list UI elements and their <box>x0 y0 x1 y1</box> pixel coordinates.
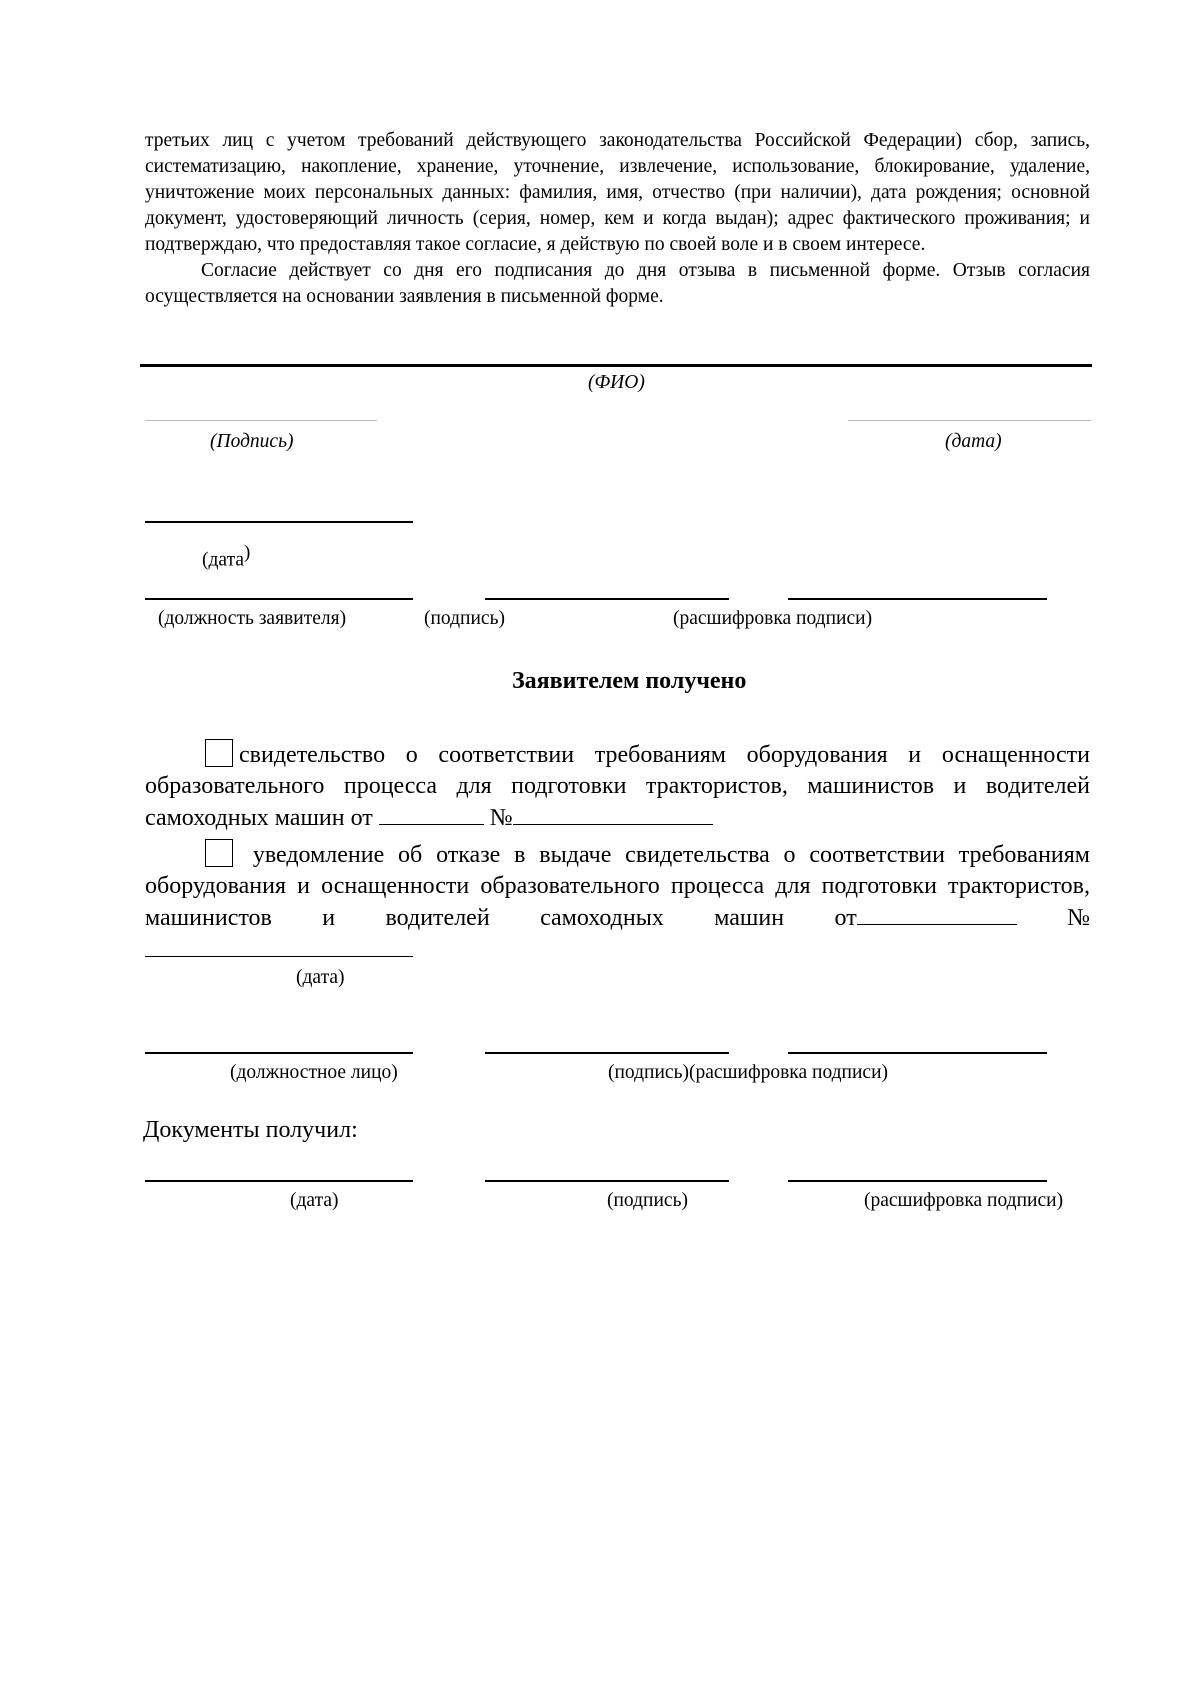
official-decode-line <box>788 1052 1047 1054</box>
item2-date-label: (дата) <box>296 967 345 988</box>
documents-decode-label: (расшифровка подписи) <box>864 1190 1064 1211</box>
item2-number-field[interactable] <box>145 934 413 957</box>
received-item-2-text: уведомление об отказе в выдаче свидетельства о соответствии требованиям оборудования и оснащенности образовательного процесса для подготовки трактористов, машинистов и водителей самоходных машин от <box>145 842 1090 931</box>
applicant-position-line <box>145 598 413 600</box>
applicant-date-line <box>145 521 413 523</box>
consent-paragraph-1: третьих лиц с учетом требований действующего законодательства Российской Федерации) сбор, запись, систематизацию, накопление, хранение, уточнение, извлечение, использование, блокирование, удаление, уничтожение моих персональных данных: фамилия, имя, отчество (при наличии), дата рождения; основной документ, удостоверяющий личность (серия, номер, кем и когда выдан); адрес фактического проживания; и подтверждаю, что предоставляя такое согласие, я действую по своей воле и в своем интересе. <box>145 130 1090 255</box>
applicant-date-text: (дата <box>202 549 244 571</box>
applicant-date-paren: ) <box>243 542 251 563</box>
official-sig-decode-label: (подпись)(расшифровка подписи) <box>608 1062 889 1083</box>
documents-signature-line <box>485 1180 729 1182</box>
official-line <box>145 1052 413 1054</box>
fio-label: (ФИО) <box>588 372 645 393</box>
applicant-signature-line <box>485 598 729 600</box>
received-item-1 <box>145 739 1090 834</box>
applicant-date-label <box>202 542 250 572</box>
documents-decode-line <box>788 1180 1047 1182</box>
documents-signature-label: (подпись) <box>607 1190 688 1211</box>
applicant-signature-label: (подпись) <box>424 608 505 629</box>
date-line <box>848 420 1091 421</box>
applicant-position-label: (должность заявителя) <box>158 608 347 629</box>
certificate-checkbox[interactable] <box>205 739 233 767</box>
consent-text <box>145 128 1090 310</box>
applicant-decode-line <box>788 598 1047 600</box>
official-label: (должностное лицо) <box>230 1062 398 1083</box>
received-item-1-text: свидетельство о соответствии требованиям оборудования и оснащенности образовательного процесса для подготовки трактористов, машинистов и водителей самоходных машин от <box>145 742 1090 831</box>
documents-date-line <box>145 1180 413 1182</box>
received-item-2 <box>145 839 1090 966</box>
documents-date-label: (дата) <box>290 1190 339 1211</box>
item1-date-field[interactable] <box>379 802 484 825</box>
signature-label: (Подпись) <box>210 431 294 452</box>
official-signature-line <box>485 1052 729 1054</box>
fio-line <box>140 364 1092 367</box>
applicant-decode-label: (расшифровка подписи) <box>673 608 873 629</box>
received-heading: Заявителем получено <box>512 668 747 694</box>
date-label: (дата) <box>945 431 1002 452</box>
item1-number-field[interactable] <box>513 802 713 825</box>
item1-number-sign: № <box>489 805 513 831</box>
signature-line <box>145 420 377 421</box>
item2-number-sign: № <box>1067 905 1091 931</box>
documents-title: Документы получил: <box>143 1117 358 1143</box>
consent-paragraph-2: Согласие действует со дня его подписания до дня отзыва в письменной форме. Отзыв согласия осуществляется на основании заявления в письменной форме. <box>145 260 1090 307</box>
item2-date-field[interactable] <box>857 902 1017 925</box>
refusal-checkbox[interactable] <box>205 839 233 867</box>
